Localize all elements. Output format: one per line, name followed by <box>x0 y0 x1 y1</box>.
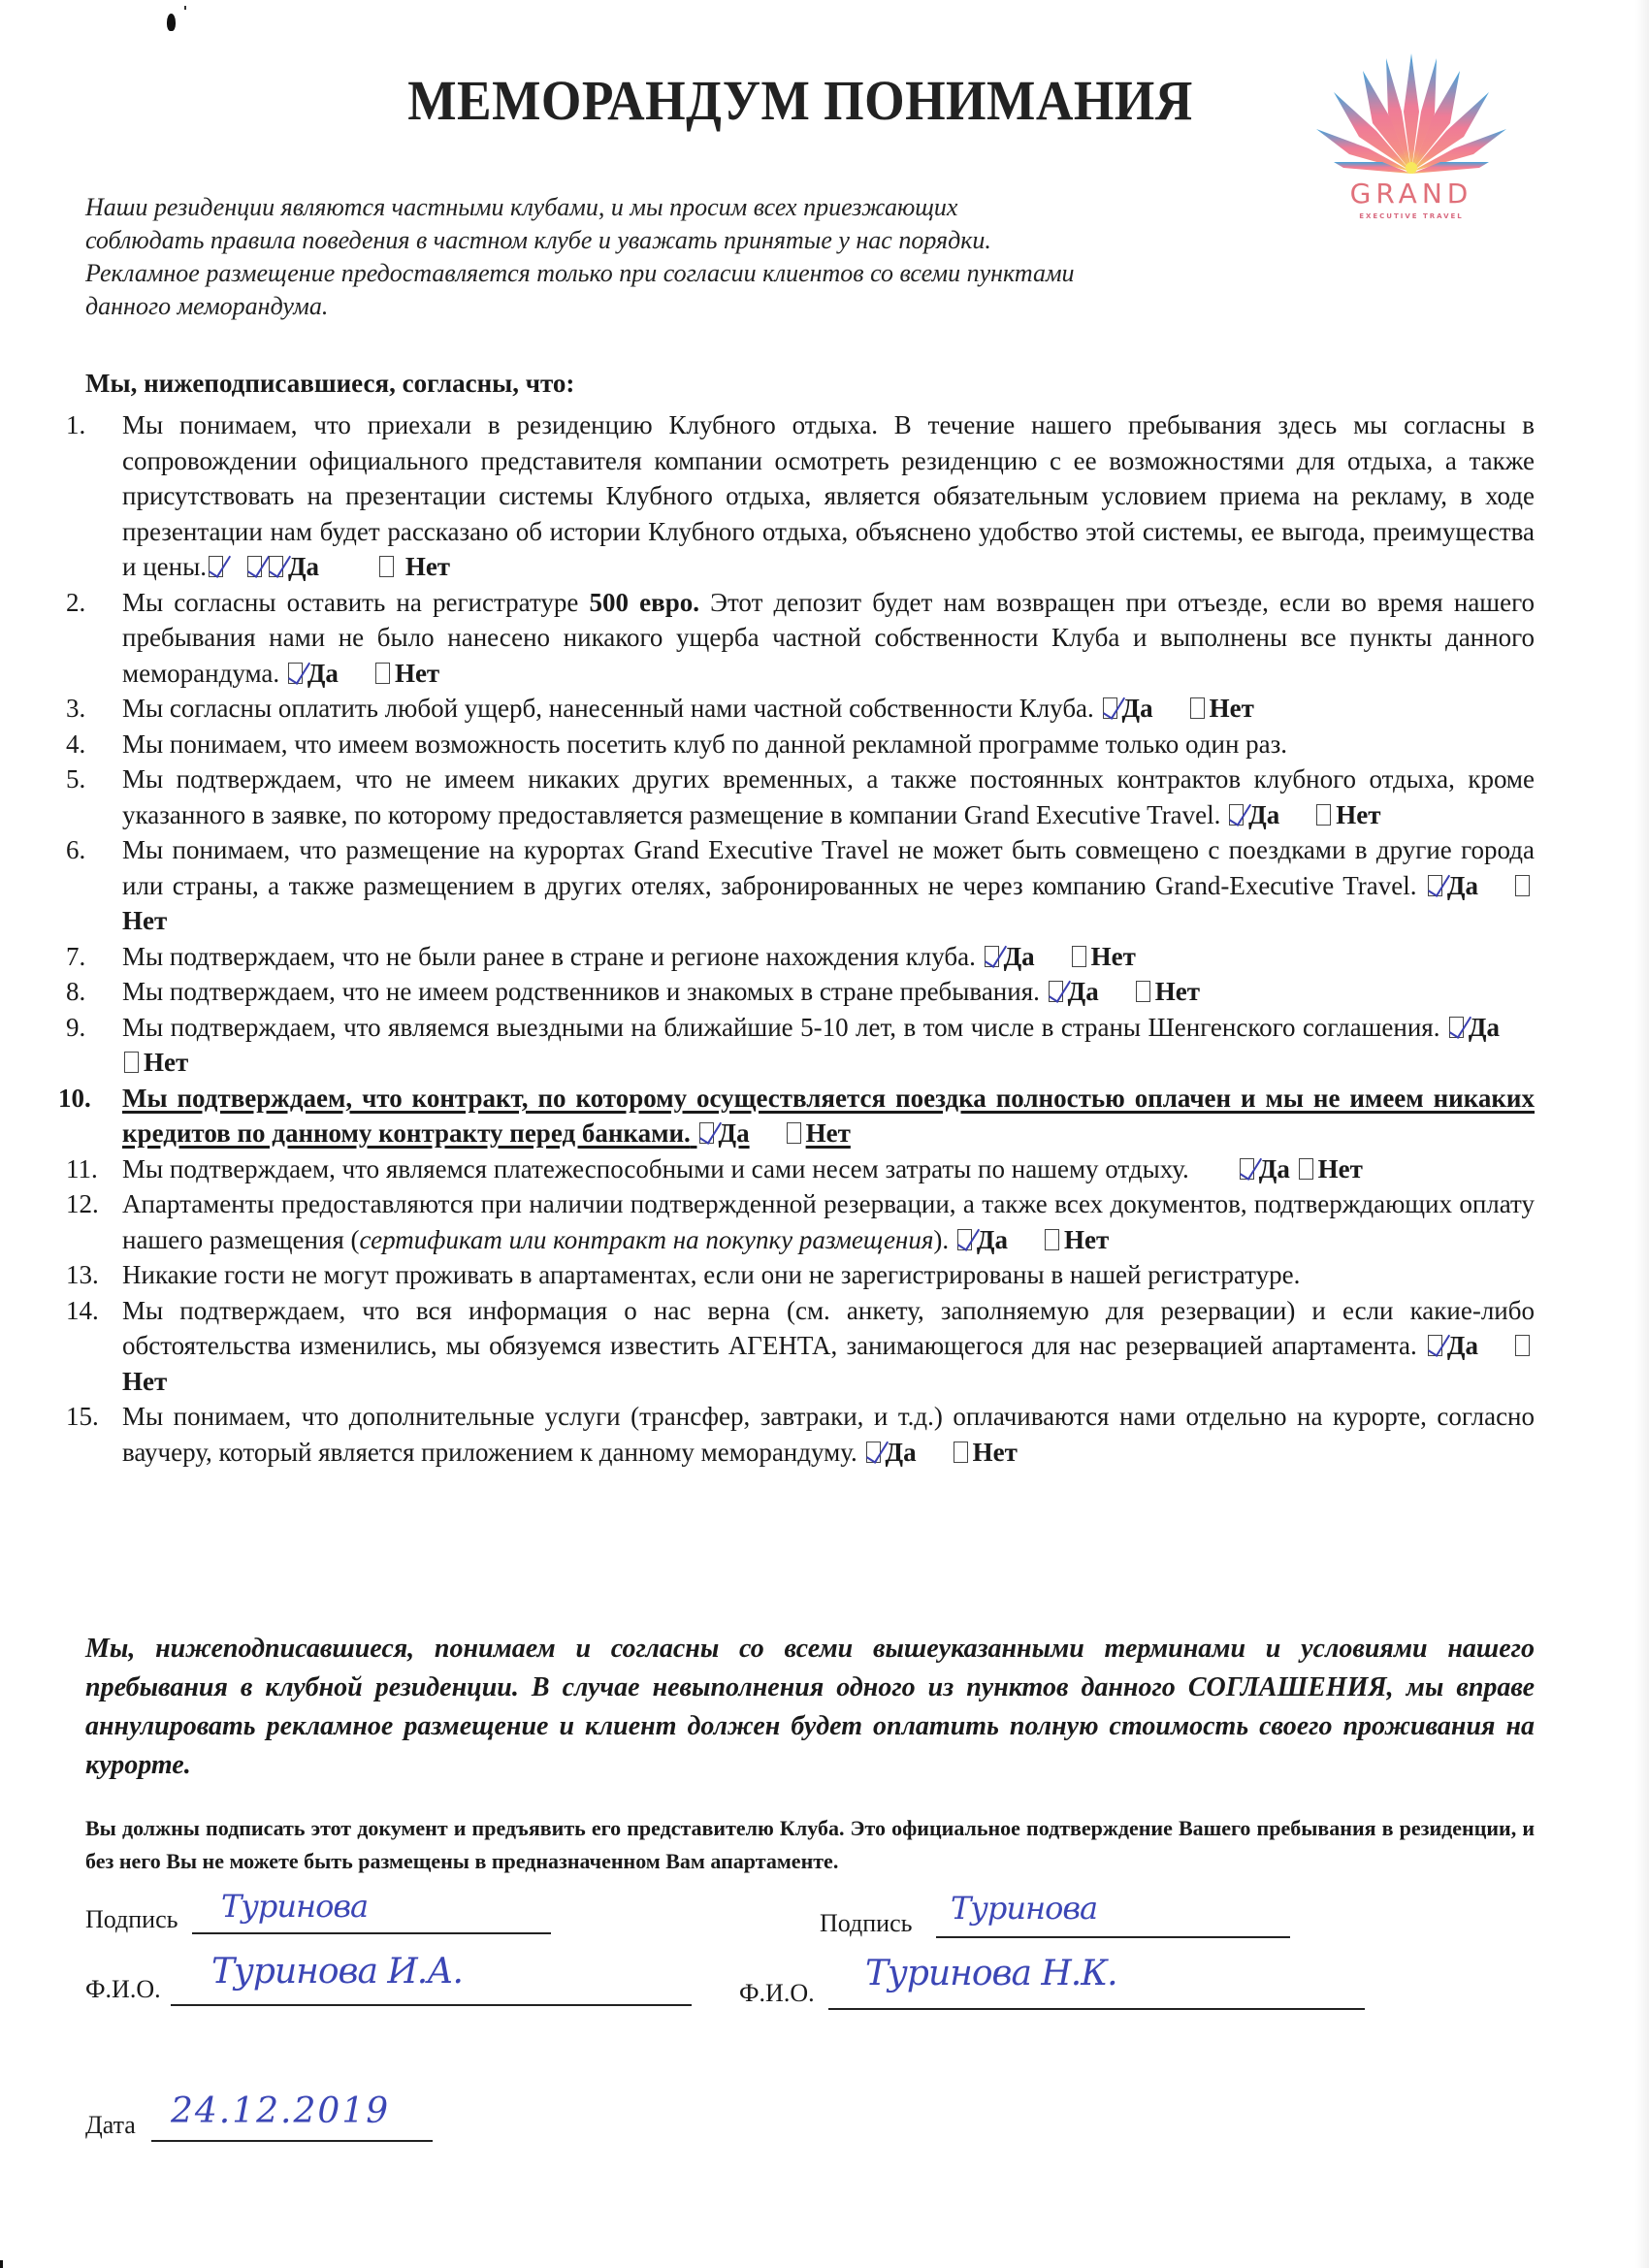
yes-checkbox[interactable] <box>269 556 283 577</box>
no-checkbox[interactable] <box>1072 946 1086 967</box>
clause-text: Мы подтверждаем, что контракт, по которому осуществляется поездка полностью оплачен и мы не имеем никаких кредитов по данному контракту перед банками. <box>122 1083 1535 1148</box>
no-label: Нет <box>1336 799 1381 829</box>
clause-number: 10. <box>58 1083 91 1113</box>
closing-text-caps: СОГЛАШЕНИЯ, <box>1187 1672 1394 1702</box>
signature-field-right[interactable] <box>820 1890 1285 1942</box>
closing-text: Мы, нижеподписавшиеся, понимаем и согласны со всеми вышеуказанными терминами и условиями нашего пребывания в клубной резиденции. В случае невыполнения одного из пунктов данного <box>85 1634 1535 1702</box>
date-label: Дата <box>85 2111 136 2139</box>
signature-line <box>192 1932 551 1934</box>
signature-field-left[interactable] <box>85 1888 551 1938</box>
no-checkbox[interactable] <box>1299 1158 1313 1180</box>
clause-text: Мы согласны оплатить любой ущерб, нанесенный нами частной собственности Клуба. <box>122 694 1094 723</box>
intro-line: Наши резиденции являются частными клубами, и мы просим всех приезжающих <box>85 193 958 221</box>
clause-6 <box>58 832 1535 939</box>
clause-14 <box>58 1293 1535 1400</box>
clause-2 <box>58 585 1535 692</box>
date-line <box>151 2140 433 2142</box>
yes-checkbox[interactable] <box>699 1122 714 1144</box>
signing-notice: Вы должны подписать этот документ и предъявить его представителю Клуба. Это официальное подтверждение Вашего пребывания в резиденции, и без него Вы не можете быть размещены в предназначенном Вам апартаменте. <box>85 1816 1535 1873</box>
no-label: Нет <box>122 906 168 935</box>
yes-checkbox[interactable] <box>957 1229 972 1250</box>
yes-checkbox[interactable] <box>1428 875 1442 896</box>
no-checkbox[interactable] <box>1045 1229 1059 1250</box>
no-checkbox[interactable] <box>1316 804 1331 826</box>
no-label: Нет <box>144 1048 189 1077</box>
clause-text: Мы понимаем, что имеем возможность посетить клуб по данной рекламной программе только один раз. <box>122 729 1288 759</box>
clause-number: 8. <box>66 977 86 1006</box>
clause-number: 1. <box>66 410 86 439</box>
clause-text: Мы понимаем, что дополнительные услуги (трансфер, завтраки, и т.д.) оплачиваются нами отдельно на курорте, согласно ваучеру, который является приложением к данному меморандуму. <box>122 1402 1535 1467</box>
yes-label: Да <box>1446 870 1478 900</box>
no-checkbox[interactable] <box>1136 981 1150 1002</box>
no-checkbox[interactable] <box>787 1122 801 1144</box>
no-label: Нет <box>1154 977 1200 1006</box>
logo-wordmark: GRAND <box>1349 178 1473 210</box>
signature-label: Подпись <box>820 1909 913 1937</box>
signature-label: Подпись <box>85 1905 178 1933</box>
scan-mark <box>0 2260 3 2268</box>
no-label: Нет <box>404 552 451 581</box>
clause-list <box>58 407 1535 1470</box>
closing-statement <box>85 1630 1535 1785</box>
yes-label: Да <box>307 658 339 688</box>
handwritten-date: 24.12.2019 <box>171 2091 391 2131</box>
full-name-line <box>828 2008 1365 2010</box>
clause-3 <box>58 691 1535 727</box>
yes-checkbox[interactable] <box>209 556 223 577</box>
clause-number: 11. <box>66 1153 98 1183</box>
yes-checkbox[interactable] <box>1449 1017 1464 1038</box>
no-label: Нет <box>972 1437 1018 1467</box>
clause-text: Мы подтверждаем, что вся информация о нас верна (см. анкету, заполняемую для резервации) и если какие-либо обстоятельства изменились, мы обязуемся известить АГЕНТА, занимающегося для нас резервацией апартамента. <box>122 1295 1535 1360</box>
yes-label: Да <box>976 1224 1008 1254</box>
clause-text: Мы подтверждаем, что являемся выездными на ближайшие 5-10 лет, в том числе в страны Шенгенского соглашения. <box>122 1012 1440 1042</box>
date-field[interactable] <box>85 2091 435 2144</box>
clause-text: ). <box>933 1224 950 1254</box>
no-label: Нет <box>122 1366 168 1396</box>
clause-text: Мы подтверждаем, что являемся платежеспособными и сами несем затраты по нашему отдыху. <box>122 1153 1189 1183</box>
handwritten-name: Туринова И.А. <box>211 1952 463 1992</box>
yes-label: Да <box>1258 1153 1290 1183</box>
no-checkbox[interactable] <box>124 1052 139 1073</box>
clause-number: 9. <box>66 1012 86 1042</box>
full-name-field-left[interactable] <box>85 1952 692 2008</box>
intro-line: Рекламное размещение предоставляется только при согласии клиентов со всеми пунктами <box>85 259 1075 287</box>
deposit-amount: 500 евро. <box>589 587 699 617</box>
no-checkbox[interactable] <box>954 1442 968 1463</box>
clause-9 <box>58 1010 1535 1081</box>
no-label: Нет <box>1063 1224 1110 1254</box>
lotus-flower-icon <box>1305 53 1518 179</box>
no-checkbox[interactable] <box>1515 875 1530 896</box>
no-checkbox[interactable] <box>1515 1335 1530 1356</box>
yes-checkbox[interactable] <box>985 946 999 967</box>
scan-mark <box>167 14 176 31</box>
yes-checkbox[interactable] <box>247 556 262 577</box>
full-name-field-right[interactable] <box>739 1954 1365 2012</box>
no-label: Нет <box>805 1118 851 1148</box>
no-checkbox[interactable] <box>1190 697 1205 719</box>
full-name-label: Ф.И.О. <box>739 1979 815 2007</box>
clause-text: Мы понимаем, что приехали в резиденцию Клубного отдыха. В течение нашего пребывания здесь мы согласны в сопровождении официального представителя компании осмотреть резиденцию с ее возможностями для отдыха, а также присутствовать на презентации системы Клубного отдыха, является обязательным условием приема на рекламу, в ходе презентации нам будет рассказано об истории Клубного отдыха, объяснено удобство этой системы, ее выгода, преимущества и цены. <box>122 410 1535 581</box>
clause-text: Мы подтверждаем, что не были ранее в стране и регионе нахождения клуба. <box>122 941 976 971</box>
yes-checkbox[interactable] <box>1428 1335 1442 1356</box>
yes-label: Да <box>885 1437 917 1467</box>
clause-number: 2. <box>66 587 86 617</box>
no-label: Нет <box>394 658 440 688</box>
yes-label: Да <box>1446 1331 1478 1360</box>
clause-13 <box>58 1257 1535 1293</box>
no-label: Нет <box>1317 1153 1363 1183</box>
clause-text: Мы подтверждаем, что не имеем родственников и знакомых в стране пребывания. <box>122 977 1040 1006</box>
no-label: Нет <box>1209 694 1254 723</box>
scan-mark <box>184 6 186 10</box>
clause-12 <box>58 1186 1535 1257</box>
clause-number: 3. <box>66 694 86 723</box>
clause-4 <box>58 727 1535 762</box>
yes-label: Да <box>1003 941 1035 971</box>
full-name-label: Ф.И.О. <box>85 1975 161 2003</box>
intro-line: данного меморандума. <box>85 292 329 320</box>
yes-checkbox[interactable] <box>1229 804 1244 826</box>
handwritten-signature: Туринова <box>221 1888 369 1925</box>
clause-10 <box>58 1081 1535 1151</box>
clause-text: Апартаменты предоставляются при наличии подтвержденной резервации, а также всех документов, подтверждающих оплату нашего размещения ( <box>122 1189 1535 1254</box>
closing-text: мы вправе аннулировать рекламное размещение и клиент должен будет оплатить полную стоимость своего проживания на курорте. <box>85 1672 1535 1780</box>
no-label: Нет <box>1090 941 1136 971</box>
full-name-line <box>171 2004 692 2006</box>
clause-text: Никакие гости не могут проживать в апартаментах, если они не зарегистрированы в нашей регистратуре. <box>122 1260 1301 1289</box>
clause-number: 15. <box>66 1402 99 1431</box>
signature-line <box>936 1936 1290 1938</box>
clause-number: 12. <box>66 1189 99 1218</box>
yes-label: Да <box>1468 1012 1500 1042</box>
clause-text: Этот депозит будет нам возвращен при отъезде, если во время нашего пребывания нами не было нанесено никакого ущерба частной собственности Клуба и выполнены все пункты данного меморандума. <box>122 587 1535 688</box>
handwritten-name: Туринова Н.К. <box>865 1954 1117 1993</box>
agreement-heading: Мы, нижеподписавшиеся, согласны, что: <box>85 369 575 398</box>
clause-number: 4. <box>66 729 86 759</box>
clause-number: 5. <box>66 764 86 794</box>
clause-8 <box>58 974 1535 1010</box>
handwritten-signature: Туринова <box>951 1890 1098 1927</box>
yes-label: Да <box>1248 799 1280 829</box>
yes-label: Да <box>718 1118 750 1148</box>
yes-label: Да <box>1067 977 1099 1006</box>
scan-edge <box>1635 0 1649 2268</box>
clause-1 <box>58 407 1535 585</box>
clause-15 <box>58 1399 1535 1470</box>
yes-label: Да <box>287 552 320 581</box>
clause-text: Мы подтверждаем, что не имеем никаких других временных, а также постоянных контрактов клубного отдыха, кроме указанного в заявке, по которому предоставляется размещение в компании Grand Executive Travel. <box>122 764 1535 829</box>
logo-subtitle: EXECUTIVE TRAVEL <box>1359 212 1464 220</box>
clause-number: 13. <box>66 1260 99 1289</box>
clause-text-italic: сертификат или контракт на покупку размещения <box>359 1224 934 1254</box>
no-checkbox[interactable] <box>375 663 390 684</box>
page-title: МЕМОРАНДУМ ПОНИМАНИЯ <box>407 69 1193 132</box>
clause-5 <box>58 761 1535 832</box>
yes-checkbox[interactable] <box>866 1442 881 1463</box>
intro-paragraph <box>85 191 1288 323</box>
yes-checkbox[interactable] <box>288 663 303 684</box>
clause-7 <box>58 939 1535 975</box>
clause-number: 6. <box>66 835 86 864</box>
yes-label: Да <box>1121 694 1153 723</box>
clause-number: 14. <box>66 1295 99 1325</box>
clause-text: Мы понимаем, что размещение на курортах Grand Executive Travel не может быть совмещено с поездками в другие города или страны, а также размещением в других отелях, забронированных не через компанию Grand-Executive Travel. <box>122 835 1535 900</box>
clause-11 <box>58 1151 1535 1187</box>
yes-checkbox[interactable] <box>1240 1158 1254 1180</box>
yes-checkbox[interactable] <box>1049 981 1063 1002</box>
intro-line: соблюдать правила поведения в частном клубе и уважать принятые у нас порядки. <box>85 226 991 254</box>
clause-text: Мы согласны оставить на регистратуре <box>122 587 590 617</box>
clause-number: 7. <box>66 941 86 971</box>
grand-executive-travel-logo <box>1305 53 1518 233</box>
no-checkbox[interactable] <box>379 556 394 577</box>
yes-checkbox[interactable] <box>1103 697 1117 719</box>
